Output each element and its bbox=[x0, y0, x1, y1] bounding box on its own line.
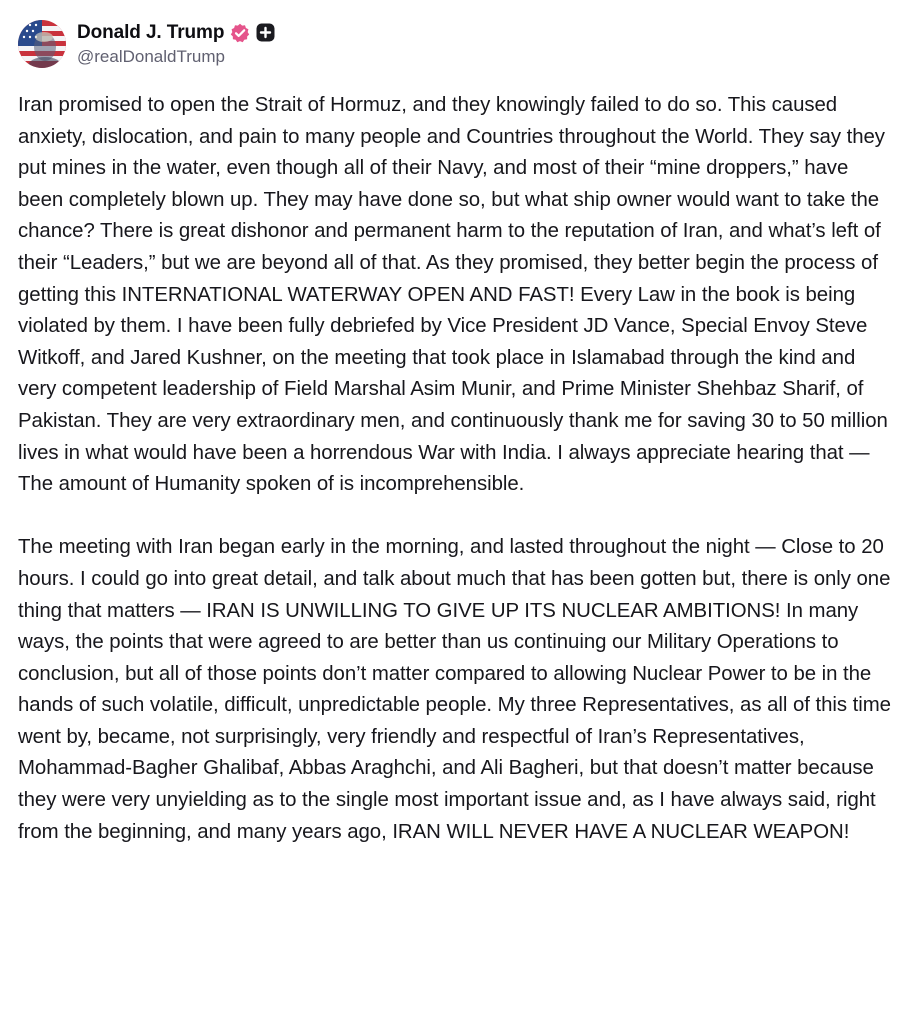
post-paragraph-1: Iran promised to open the Strait of Hormuz, and they knowingly failed to do so. This caused anxiety, dislocation, and pain to many people and Countries throughout the World. They say they put mines in the water, even though all of their Navy, and most of their “mine droppers,” have been completely blown up. They may have done so, but what ship owner would want to take the chance? There is great dishonor and permanent harm to the reputation of Iran, and what’s left of their “Leaders,” but we are beyond all of that. As they promised, they better begin the process of getting this INTERNATIONAL WATERWAY OPEN AND FAST! Every Law in the book is being violated by them. I have been fully debriefed by Vice President JD Vance, Special Envoy Steve Witkoff, and Jared Kushner, on the meeting that took place in Islamabad through the kind and very competent leadership of Field Marshal Asim Munir, and Prime Minister Shehbaz Sharif, of Pakistan. They are very extraordinary men, and continuously thank me for saving 30 to 50 million lives in what would have been a horrendous War with India. I always appreciate hearing that — The amount of Humanity spoken of is incomprehensible. bbox=[18, 94, 894, 496]
profile-photo-flag-avatar bbox=[18, 20, 66, 68]
handle[interactable]: @realDonaldTrump bbox=[77, 46, 225, 66]
avatar[interactable] bbox=[18, 20, 66, 68]
verified-badge-icon bbox=[230, 23, 250, 43]
display-name[interactable]: Donald J. Trump bbox=[77, 21, 225, 43]
post-paragraph-2: The meeting with Iran began early in the morning, and lasted throughout the night — Close to 20 hours. I could go into great detail, and talk about much that has been gotten but, there is only one thing that matters — IRAN IS UNWILLING TO GIVE UP ITS NUCLEAR AMBITIONS! In many ways, the points that were agreed to are better than us continuing our Military Operations to conclusion, but all of those points don’t matter compared to allowing Nuclear Power to be in the hands of such volatile, difficult, unpredictable people. My three Representatives, as all of this time went by, became, not surprisingly, very friendly and respectful of Iran’s Representatives, Mohammad-Bagher Ghalibaf, Abbas Araghchi, and Ali Bagheri, but that doesn’t matter because they were very unyielding as to the single most important issue and, as I have always said, right from the beginning, and many years ago, IRAN WILL NEVER HAVE A NUCLEAR WEAPON! bbox=[18, 536, 897, 843]
post-body bbox=[18, 90, 898, 848]
paragraph-spacer bbox=[18, 501, 898, 533]
author-identity bbox=[77, 21, 275, 68]
post-header bbox=[18, 18, 275, 70]
name-row bbox=[77, 21, 275, 45]
plus-badge-icon bbox=[256, 23, 275, 42]
